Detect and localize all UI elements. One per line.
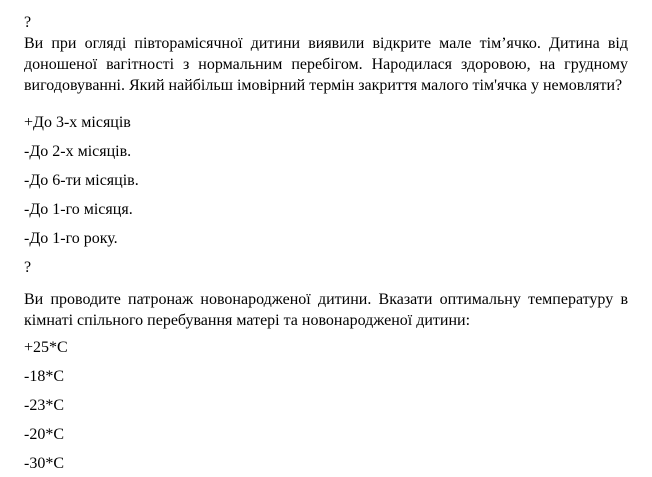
- question-text: Ви проводите патронаж новонародженої дитини. Вказати оптимальну температуру в кімнаті спільного перебування матері та новонародженої дитини:: [24, 291, 628, 329]
- question-marker: ?: [24, 14, 32, 31]
- answer-option: +25*С: [24, 339, 68, 356]
- answer-option: -30*С: [24, 455, 64, 472]
- answer-option: -18*С: [24, 368, 64, 385]
- question-text: Ви при огляді півторамісячної дитини виявили відкрите мале тім’ячко. Дитина від доношеної вагітності з нормальним перебігом. Народилася здоровою, на грудному вигодовуванні. Який найбільш імовірний термін закриття малого тім'ячка у немовляти?: [24, 35, 628, 94]
- question-marker: ?: [24, 259, 32, 276]
- answer-option: +До 3-х місяців: [24, 114, 131, 131]
- answer-option: -До 2-х місяців.: [24, 143, 132, 160]
- answer-option: -До 6-ти місяців.: [24, 172, 139, 189]
- answer-option: -До 1-го місяця.: [24, 201, 133, 218]
- answer-option: -20*С: [24, 426, 64, 443]
- answer-option: -До 1-го року.: [24, 230, 118, 247]
- answer-option: -23*С: [24, 397, 64, 414]
